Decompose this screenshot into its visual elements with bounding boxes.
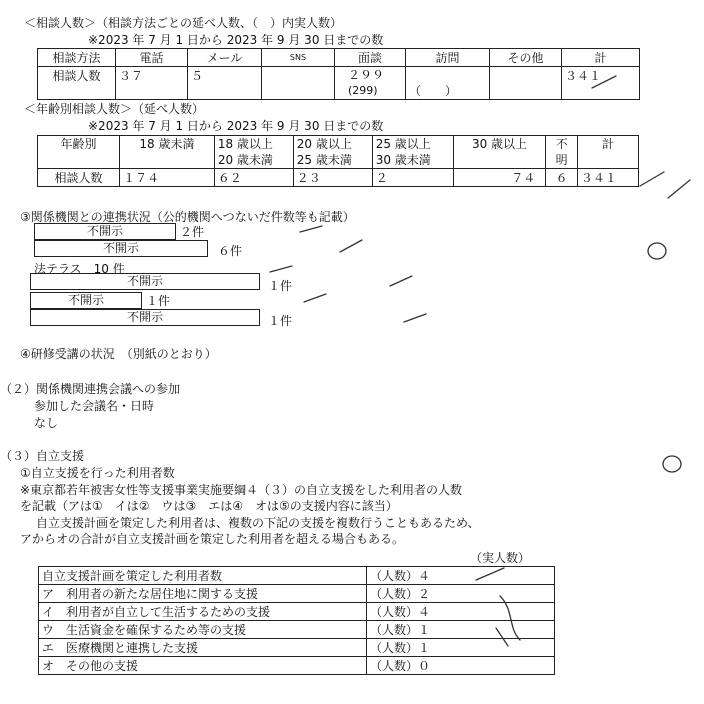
header-interview: 面談 <box>335 49 406 67</box>
scribble-mark-6 <box>404 314 426 322</box>
support-row-label-0: 自立支援計画を策定した利用者数 <box>39 567 367 585</box>
consult-title: ＜相談人数＞（相談方法ごとの延べ人数、（ ）内実人数） <box>24 16 343 30</box>
header-total: 計 <box>562 49 640 67</box>
coop-title: ③関係機関との連携状況（公的機関へつないだ件数等も記載） <box>20 210 355 224</box>
value-visit: （ ） <box>406 67 490 100</box>
bracket-mark <box>496 596 520 646</box>
age-header-4b: 30 歳未満 <box>375 153 431 167</box>
value-interview-total: ２９９ <box>348 68 385 82</box>
coop-item-3: 不開示 <box>30 273 260 290</box>
support-row-label-5: オ その他の支援 <box>39 657 367 675</box>
scribble-mark-3 <box>270 266 292 272</box>
coop-count-3: １件 <box>268 279 293 293</box>
age-header-0: 年齢別 <box>38 136 120 169</box>
circle-mark-2 <box>663 456 681 472</box>
meeting-sub: 参加した会議名・日時 <box>34 399 155 413</box>
age-header-6a: 不 <box>555 137 568 151</box>
coop-houterasu: 法テラス 10 件 <box>34 262 125 276</box>
age-value-3: ２ <box>372 169 453 187</box>
age-value-5: ６ <box>546 169 578 187</box>
scribble-mark-2 <box>340 240 362 252</box>
age-period: ※2023 年 7 月 1 日から 2023 年 9 月 30 日までの数 <box>88 119 384 133</box>
age-value-0: １７４ <box>120 169 215 187</box>
value-interview-real: (299) <box>348 84 378 97</box>
age-value-2: ２３ <box>293 169 372 187</box>
header-phone: 電話 <box>116 49 188 67</box>
coop-item-0: 不開示 <box>34 223 176 240</box>
age-row-label: 相談人数 <box>38 169 120 187</box>
support-unit: （実人数） <box>470 551 531 565</box>
coop-count-0: ２件 <box>180 225 205 239</box>
meeting-title: （２）関係機関連携会議への参加 <box>0 382 181 396</box>
meeting-value: なし <box>34 416 59 430</box>
circle-mark-1 <box>648 243 666 259</box>
age-header-4a: 25 歳以上 <box>375 137 431 151</box>
age-header-5: 30 歳以上 <box>453 136 546 169</box>
age-header-6b: 明 <box>555 153 568 167</box>
age-header-7: 計 <box>577 136 638 169</box>
support-row-value-1: （人数）２ <box>367 585 555 603</box>
coop-item-4: 不開示 <box>30 292 142 309</box>
value-phone: ３７ <box>116 67 188 100</box>
scribble-mark-1 <box>300 226 322 232</box>
scribble-mark-4 <box>390 276 412 286</box>
header-mail: メール <box>188 49 262 67</box>
support-row-label-3: ウ 生活資金を確保するため等の支援 <box>39 621 367 639</box>
consult-row-label: 相談人数 <box>38 67 116 100</box>
consult-period: ※2023 年 7 月 1 日から 2023 年 9 月 30 日までの数 <box>88 33 384 47</box>
check-mark-age-right <box>668 180 690 198</box>
age-header-3b: 25 歳未満 <box>296 153 352 167</box>
coop-count-1: ６件 <box>218 244 243 258</box>
coop-item-5: 不開示 <box>30 309 260 326</box>
support-note2: を記載（アは① イは② ウは③ エは④ オは⑤の支援内容に該当） <box>20 499 398 513</box>
support-row-label-2: イ 利用者が自立して生活するための支援 <box>39 603 367 621</box>
age-header-2a: 18 歳以上 <box>217 137 273 151</box>
age-value-4: ７４ <box>453 169 546 187</box>
check-mark-total <box>592 76 616 88</box>
age-header-2b: 20 歳未満 <box>217 153 273 167</box>
support-item1: ①自立支援を行った利用者数 <box>20 466 175 480</box>
support-title: （３）自立支援 <box>0 449 85 463</box>
scribble-mark-5 <box>304 294 326 302</box>
header-method: 相談方法 <box>38 49 116 67</box>
support-row-value-5: （人数）０ <box>367 657 555 675</box>
header-sns: SNS <box>262 49 335 67</box>
support-row-label-1: ア 利用者の新たな居住地に関する支援 <box>39 585 367 603</box>
check-mark-support <box>476 568 504 580</box>
coop-count-4: １件 <box>146 294 171 308</box>
value-mail: ５ <box>188 67 262 100</box>
support-note4: アからオの合計が自立支援計画を策定した利用者を超える場合もある。 <box>20 532 405 546</box>
value-total: ３４１ <box>562 67 640 100</box>
header-visit: 訪問 <box>406 49 490 67</box>
coop-item-1: 不開示 <box>34 240 208 257</box>
check-mark-age <box>640 172 664 186</box>
age-header-1: 18 歳未満 <box>120 136 215 169</box>
support-row-label-4: エ 医療機関と連携した支援 <box>39 639 367 657</box>
header-other: その他 <box>490 49 562 67</box>
support-row-value-4: （人数）１ <box>367 639 555 657</box>
age-value-6: ３４１ <box>577 169 638 187</box>
support-note1: ※東京都若年被害女性等支援事業実施要綱４（３）の自立支援をした利用者の人数 <box>20 483 463 497</box>
coop-count-5: １件 <box>268 314 293 328</box>
support-row-value-3: （人数）１ <box>367 621 555 639</box>
training-text: ④研修受講の状況 （別紙のとおり） <box>20 347 217 361</box>
support-row-value-2: （人数）４ <box>367 603 555 621</box>
support-note3: 自立支援計画を策定した利用者は、複数の下記の支援を複数行うこともあるため、 <box>36 516 480 530</box>
age-value-1: ６２ <box>214 169 293 187</box>
age-header-3a: 20 歳以上 <box>296 137 352 151</box>
support-row-value-0: （人数）４ <box>367 567 555 585</box>
age-title: ＜年齢別相談人数＞（延べ人数） <box>24 102 205 116</box>
